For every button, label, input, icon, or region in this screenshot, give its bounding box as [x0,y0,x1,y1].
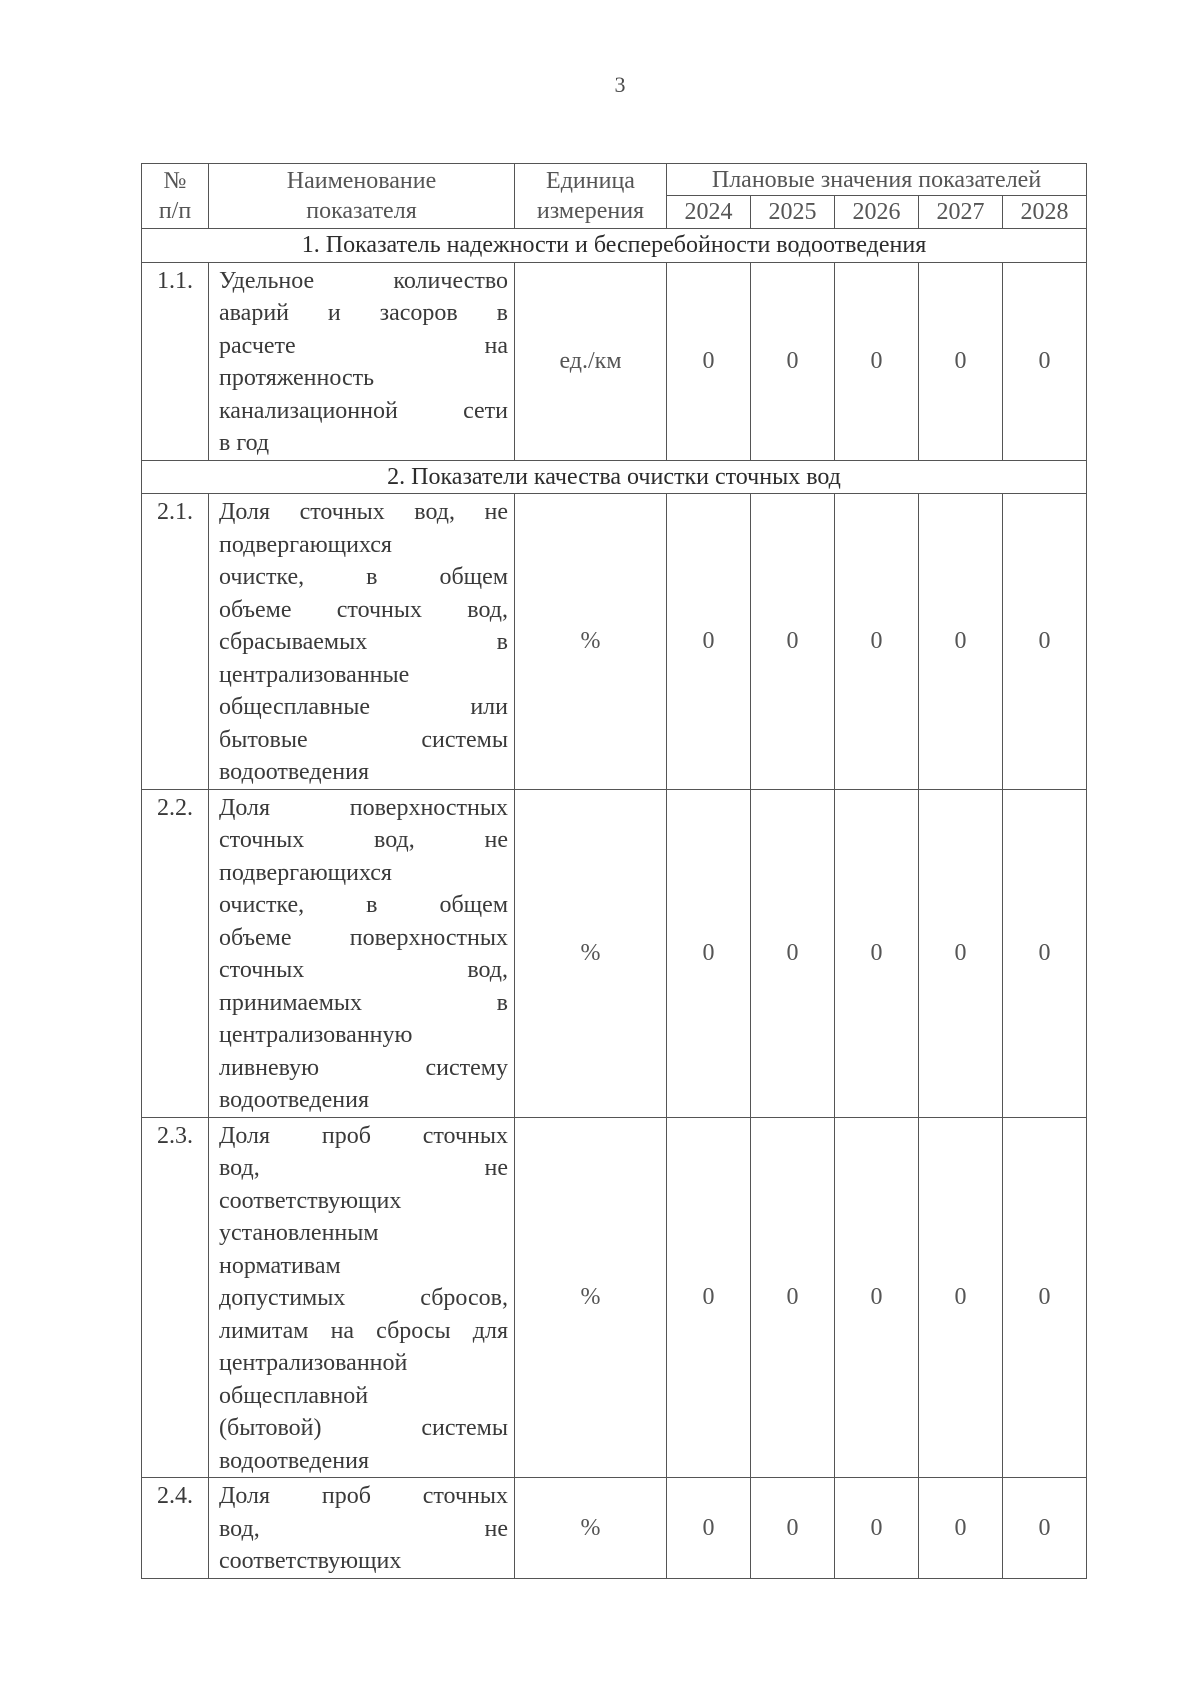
indicator-name-line: сточных вод, не [219,827,508,853]
value-cell: 0 [667,262,751,460]
indicator-name-line: общесплавной [219,1382,369,1409]
header-year: 2024 [667,196,751,229]
value-cell: 0 [667,789,751,1117]
indicator-name-line: вод, не [219,1515,508,1542]
row-number: 2.1. [142,494,209,790]
indicator-name [209,494,515,790]
indicator-name-line: соответствующих [219,1187,402,1214]
indicator-name [209,1117,515,1478]
indicator-name-line: очистке, в общем [219,892,508,918]
value-cell: 0 [751,494,835,790]
indicator-name-line: допустимых сбросов, [219,1285,508,1311]
table-body [142,229,1087,1579]
value-cell: 0 [919,1117,1003,1478]
indicator-name-line: Удельное количество [219,267,508,294]
indicator-name [209,789,515,1117]
value-cell: 0 [1003,1117,1087,1478]
header-unit-line2: измерения [536,198,645,224]
indicator-name-line: ливневую систему [219,1054,508,1081]
indicator-name-line: объеме сточных вод, [219,596,508,623]
indicator-name-line: вод, не [219,1155,508,1181]
indicator-name-line: общесплавные или [219,694,508,720]
table-row [142,1117,1087,1478]
row-number: 1.1. [142,262,209,460]
header-unit [515,164,667,229]
indicator-name-line: водоотведения [219,759,369,785]
page-number: 3 [614,72,626,97]
header-number-line1: № [163,168,187,194]
header-planned: Плановые значения показателей [667,164,1087,196]
value-cell: 0 [751,1117,835,1478]
indicator-name-line: принимаемых в [219,989,508,1016]
indicator-name-line: (бытовой) системы [219,1415,508,1441]
value-cell: 0 [835,789,919,1117]
indicator-name-line: нормативам [219,1252,341,1279]
indicator-name-line: сточных вод, [219,957,508,983]
unit-cell: % [515,494,667,790]
indicator-name-line: установленным [219,1220,379,1246]
table-row [142,262,1087,460]
section-row [142,460,1087,494]
unit-cell: % [515,1478,667,1579]
indicator-name-line: централизованной [219,1350,408,1376]
indicator-name-line: подвергающихся [219,859,392,886]
table-row [142,494,1087,790]
indicator-name-line: водоотведения [219,1087,369,1113]
indicator-name-line: Доля сточных вод, не [219,499,508,525]
indicator-name-line: расчете на [219,332,508,359]
header-year: 2026 [835,196,919,229]
row-number: 2.3. [142,1117,209,1478]
unit-cell: % [515,789,667,1117]
header-row [142,164,1087,196]
row-number: 2.4. [142,1478,209,1579]
indicator-name-line: канализационной сети [219,397,508,424]
indicator-name-line: водоотведения [219,1447,369,1474]
value-cell: 0 [919,789,1003,1117]
indicator-name-line: очистке, в общем [219,564,508,590]
header-name [209,164,515,229]
indicator-name-line: Доля проб сточных [219,1122,508,1149]
value-cell: 0 [751,1478,835,1579]
value-cell: 0 [835,1117,919,1478]
header-name-line2: показателя [306,198,417,224]
indicator-name-line: протяженность [219,365,375,391]
indicator-name-line: в год [219,430,270,456]
indicator-name-line: аварий и засоров в [219,300,508,326]
section-title: 2. Показатели качества очистки сточных вод [142,460,1087,494]
section-row [142,229,1087,263]
header-number [142,164,209,229]
section-title: 1. Показатель надежности и бесперебойности водоотведения [142,229,1087,263]
value-cell: 0 [751,262,835,460]
header-unit-line1: Единица [546,168,635,194]
indicator-name [209,262,515,460]
value-cell: 0 [1003,1478,1087,1579]
value-cell: 0 [1003,494,1087,790]
value-cell: 0 [667,494,751,790]
indicator-name-line: Доля проб сточных [219,1483,508,1509]
table-row [142,789,1087,1117]
indicator-name-line: объеме поверхностных [219,924,508,951]
value-cell: 0 [667,1478,751,1579]
value-cell: 0 [835,262,919,460]
indicator-name-line: соответствующих [219,1548,402,1574]
header-name-line1: Наименование [286,168,437,194]
value-cell: 0 [919,1478,1003,1579]
row-number: 2.2. [142,789,209,1117]
unit-cell: % [515,1117,667,1478]
indicator-name-line: централизованную [219,1022,413,1048]
header-year: 2025 [751,196,835,229]
indicators-table [141,163,1087,1579]
header-year: 2028 [1003,196,1087,229]
header-number-line2: п/п [158,198,192,224]
indicator-name-line: бытовые системы [219,726,508,753]
value-cell: 0 [1003,789,1087,1117]
indicator-name-line: централизованные [219,661,410,688]
indicator-name-line: Доля поверхностных [219,794,508,821]
indicator-name [209,1478,515,1579]
table-row [142,1478,1087,1579]
indicator-name-line: сбрасываемых в [219,629,508,655]
value-cell: 0 [835,1478,919,1579]
header-year: 2027 [919,196,1003,229]
indicator-name-line: лимитам на сбросы для [219,1317,508,1344]
indicator-name-line: подвергающихся [219,531,392,558]
value-cell: 0 [835,494,919,790]
value-cell: 0 [919,494,1003,790]
value-cell: 0 [667,1117,751,1478]
value-cell: 0 [919,262,1003,460]
value-cell: 0 [751,789,835,1117]
value-cell: 0 [1003,262,1087,460]
unit-cell: ед./км [515,262,667,460]
